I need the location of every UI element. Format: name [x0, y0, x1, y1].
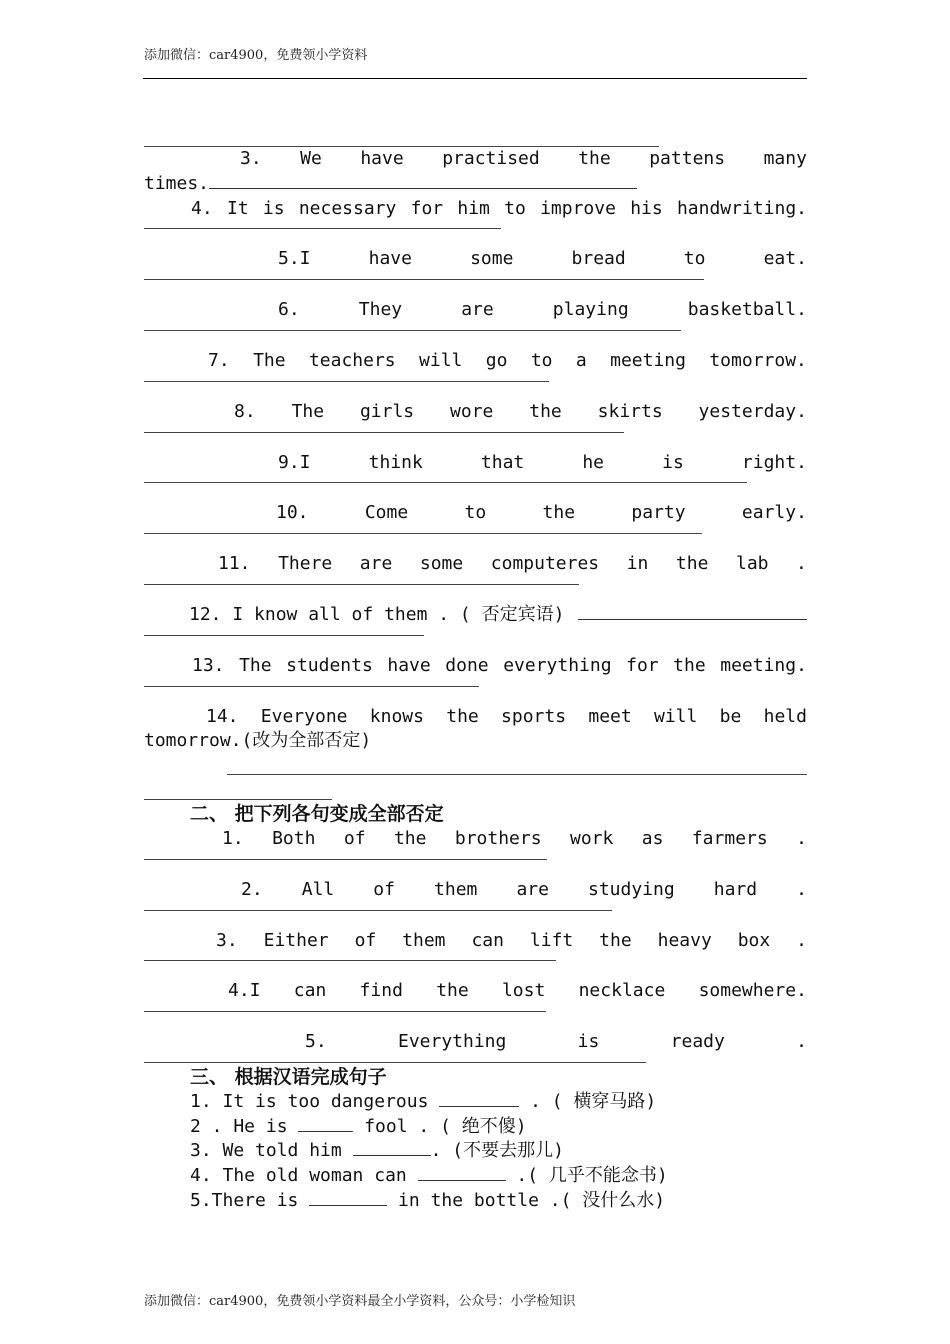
- word: somewhere.: [698, 980, 807, 1002]
- word: them: [402, 929, 446, 951]
- sentence-continuation: [144, 172, 807, 197]
- word: for: [626, 654, 659, 676]
- word: handwriting.: [676, 197, 807, 219]
- word: will: [419, 349, 463, 371]
- answer-blank: [209, 172, 637, 189]
- word: heavy: [657, 929, 712, 951]
- exercise-item-p3-3: [144, 1139, 807, 1164]
- word: lift: [529, 929, 574, 951]
- section-heading-3: 三、 根据汉语完成句子: [190, 1065, 387, 1088]
- answer-blank: [418, 1164, 506, 1181]
- word: lab: [735, 553, 769, 575]
- word: in: [626, 553, 649, 575]
- header-watermark: 添加微信：car4900，免费领小学资料: [144, 48, 368, 63]
- word: girls: [359, 400, 415, 422]
- word: Everything: [397, 1031, 507, 1053]
- word: 5.There is: [190, 1189, 310, 1211]
- exercise-item-p3-5: [144, 1189, 807, 1214]
- word: are: [461, 299, 494, 321]
- word: computeres: [490, 553, 600, 575]
- word: .: [796, 553, 807, 575]
- word: .( 几乎不能念书): [505, 1165, 668, 1187]
- word: .: [796, 1031, 807, 1053]
- word: them: [434, 878, 478, 900]
- word: think: [368, 451, 423, 473]
- word: the: [529, 400, 562, 422]
- word: many: [763, 148, 807, 169]
- word: him: [457, 197, 490, 219]
- answer-blank: [309, 1189, 387, 1206]
- sentence-line: [144, 552, 807, 577]
- word: improve: [540, 197, 616, 219]
- sentence-line: [144, 603, 807, 628]
- sentence-line: [144, 349, 807, 374]
- sentence-line: [144, 298, 807, 323]
- header-divider: [143, 78, 807, 79]
- exercise-item-p2-2: [144, 878, 807, 929]
- word: are: [359, 553, 393, 575]
- exercise-item-10: [144, 501, 807, 552]
- word: that: [480, 451, 525, 473]
- word: can: [293, 980, 327, 1002]
- word: Everyone: [260, 705, 348, 727]
- exercise-item-p2-5: [144, 1030, 807, 1063]
- exercise-item-3: [144, 147, 807, 197]
- word: 8.: [234, 400, 256, 422]
- word: pattens: [649, 148, 726, 169]
- word: the: [393, 827, 427, 849]
- word: 7.: [208, 349, 230, 371]
- word: are: [516, 878, 549, 900]
- word: 4.: [191, 197, 213, 219]
- word: done: [445, 654, 489, 676]
- word: brothers: [454, 827, 542, 849]
- word: 11.: [218, 553, 251, 575]
- word: meeting.: [720, 654, 807, 676]
- sentence-line: [144, 979, 807, 1004]
- sentence-line: [144, 400, 807, 425]
- sentence-line: [144, 878, 807, 903]
- word: 6.: [278, 299, 300, 321]
- exercise-item-p3-4: [144, 1164, 807, 1189]
- word: the: [673, 654, 706, 676]
- word: Come: [364, 502, 409, 524]
- word: of: [343, 827, 366, 849]
- word: the: [578, 148, 611, 169]
- exercise-item-p2-1: [144, 827, 807, 878]
- word: yesterday.: [698, 400, 807, 422]
- word: in the bottle .( 没什么水): [387, 1189, 666, 1211]
- word: The: [291, 400, 325, 422]
- word: the: [446, 705, 479, 727]
- word: his: [630, 197, 663, 219]
- exercise-item-p2-3: [144, 929, 807, 980]
- answer-blank: [298, 1115, 353, 1132]
- exercise-item-14: [144, 705, 807, 801]
- word: of: [373, 878, 395, 900]
- word: meeting: [610, 349, 686, 371]
- exercise-item-4: [144, 197, 807, 248]
- word: All: [301, 878, 335, 900]
- word: will: [654, 705, 698, 727]
- word: have: [368, 248, 412, 270]
- exercise-item-13: [144, 654, 807, 705]
- word: find: [359, 980, 403, 1002]
- word: students: [286, 654, 373, 676]
- word: 5.: [305, 1031, 327, 1053]
- word: some: [419, 553, 464, 575]
- word: teachers: [308, 349, 396, 371]
- word: box: [737, 929, 771, 951]
- word: studying: [588, 878, 675, 900]
- word: some: [470, 248, 514, 270]
- answer-blank: [227, 774, 807, 775]
- word: The: [253, 349, 286, 371]
- word: .: [796, 878, 807, 900]
- word: It: [226, 197, 249, 219]
- exercise-item-9: [144, 451, 807, 502]
- word: 10.: [276, 502, 309, 524]
- word: meet: [588, 705, 632, 727]
- word: is: [577, 1031, 600, 1053]
- sentence-continuation: tomorrow.(改为全部否定): [144, 730, 372, 752]
- answer-blank: [353, 1139, 431, 1156]
- word: hard: [713, 878, 758, 900]
- sentence-line: [144, 197, 807, 222]
- word: to: [504, 197, 526, 219]
- sentence-line: [144, 147, 807, 172]
- answer-blank: [578, 603, 807, 620]
- word: early.: [741, 502, 807, 524]
- word: wore: [450, 400, 494, 422]
- word: have: [360, 148, 404, 169]
- word: ready: [670, 1031, 725, 1053]
- word: to: [530, 349, 553, 371]
- word: everything: [503, 654, 612, 676]
- word: basketball.: [687, 299, 807, 321]
- word: skirts: [597, 400, 663, 422]
- word: knows: [369, 705, 424, 727]
- sentence-line: [144, 705, 807, 730]
- sentence-line: [144, 1030, 807, 1055]
- word: of: [354, 929, 377, 951]
- answer-blank: [144, 799, 332, 800]
- word: 14.: [206, 705, 239, 727]
- word: .: [796, 827, 807, 849]
- word: 12. I know all of them . ( 否定宾语): [189, 603, 565, 625]
- word: is: [262, 197, 285, 219]
- word: the: [675, 553, 709, 575]
- word: 3.: [240, 148, 262, 169]
- word: can: [471, 929, 504, 951]
- word: a: [575, 349, 587, 371]
- word: bread: [571, 248, 626, 270]
- word: as: [641, 827, 664, 849]
- word: party: [631, 502, 686, 524]
- word: held: [763, 705, 807, 727]
- answer-blank: [439, 1090, 519, 1107]
- exercise-item-6: [144, 298, 807, 349]
- exercise-item-p2-4: [144, 979, 807, 1030]
- word: necessary: [298, 197, 397, 219]
- exercise-item-p3-2: [144, 1115, 807, 1140]
- word: the: [599, 929, 632, 951]
- word: be: [719, 705, 742, 727]
- word: sports: [501, 705, 567, 727]
- word: to: [683, 248, 706, 270]
- exercise-item-11: [144, 552, 807, 603]
- sentence-line: [144, 654, 807, 679]
- word: times.: [144, 172, 210, 194]
- word: for: [410, 197, 444, 219]
- word: lost: [501, 980, 546, 1002]
- answer-blank: [144, 1062, 646, 1063]
- word: to: [464, 502, 487, 524]
- worksheet-content: [144, 100, 807, 1214]
- sentence-line: [144, 247, 807, 272]
- word: right.: [741, 451, 807, 473]
- word: 2.: [241, 878, 263, 900]
- sentence-line: [144, 929, 807, 954]
- word: 13.: [192, 654, 225, 676]
- word: 3.: [216, 929, 238, 951]
- word: . (不要去那儿): [430, 1140, 564, 1162]
- word: 4. The old woman can: [190, 1165, 418, 1187]
- word: 5.I: [278, 248, 311, 270]
- exercise-item-5: [144, 247, 807, 298]
- sentence-line: [144, 451, 807, 476]
- word: work: [569, 827, 614, 849]
- word: playing: [552, 299, 629, 321]
- exercise-item-12: [144, 603, 807, 654]
- exercise-item-7: [144, 349, 807, 400]
- word: the: [542, 502, 576, 524]
- word: Both: [272, 827, 316, 849]
- word: 1. It is too dangerous: [190, 1090, 440, 1112]
- word: 9.I: [278, 451, 311, 473]
- word: We: [300, 148, 322, 169]
- word: tomorrow.: [709, 349, 807, 371]
- sentence-line: [144, 501, 807, 526]
- word: 1.: [222, 827, 244, 849]
- word: is: [662, 451, 684, 473]
- sentence-line: [144, 827, 807, 852]
- word: the: [436, 980, 469, 1002]
- footer-watermark: 添加微信：car4900，免费领小学资料最全小学资料，公众号：小学检知识: [144, 1294, 576, 1309]
- word: necklace: [578, 980, 666, 1002]
- word: 4.I: [228, 980, 261, 1002]
- word: The: [239, 654, 272, 676]
- word: 3. We told him: [190, 1140, 353, 1162]
- word: .: [796, 929, 807, 951]
- word: have: [387, 654, 431, 676]
- word: Either: [263, 929, 329, 951]
- word: eat.: [763, 248, 807, 270]
- word: They: [358, 299, 403, 321]
- word: he: [582, 451, 605, 473]
- word: There: [278, 553, 333, 575]
- word: . ( 横穿马路): [519, 1090, 657, 1112]
- word: farmers: [691, 827, 768, 849]
- word: practised: [442, 148, 540, 169]
- word: go: [485, 349, 508, 371]
- word: fool . ( 绝不傻): [353, 1115, 527, 1137]
- section-heading-2: 二、 把下列各句变成全部否定: [190, 803, 444, 826]
- word: 2 . He is: [190, 1115, 299, 1137]
- exercise-item-8: [144, 400, 807, 451]
- exercise-item-p3-1: [144, 1090, 807, 1115]
